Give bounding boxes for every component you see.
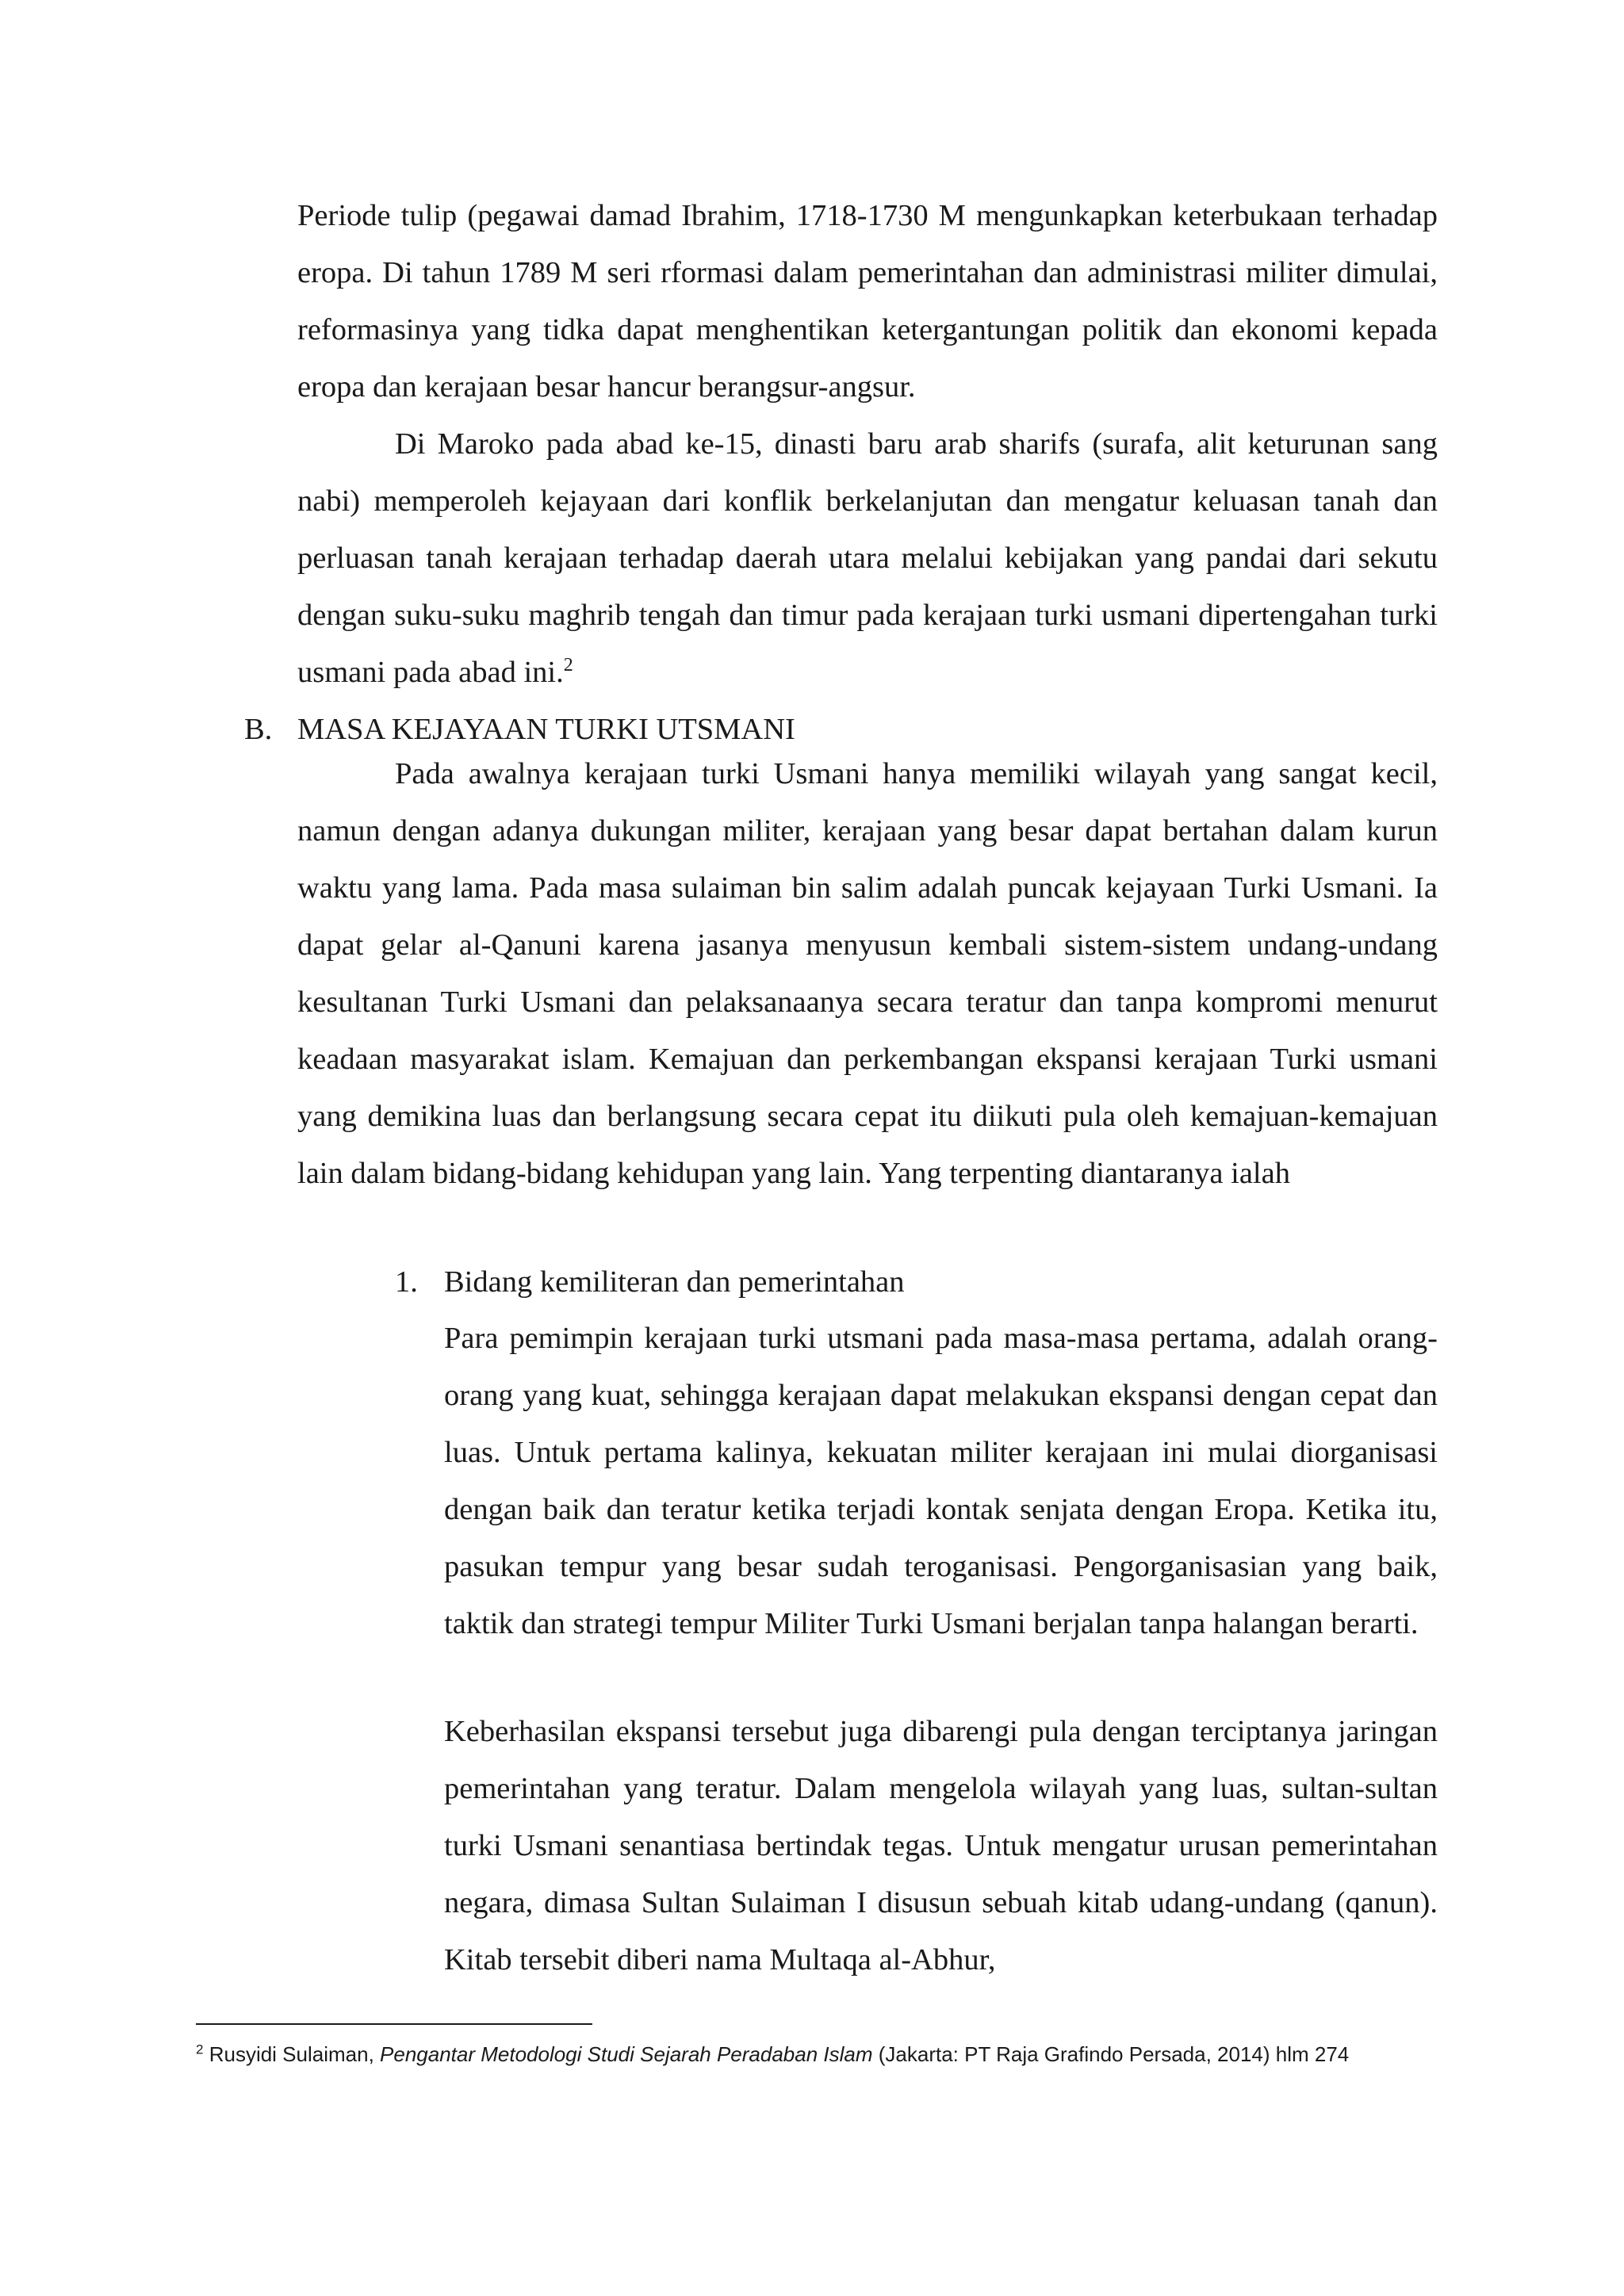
paragraph-body: Di Maroko pada abad ke-15, dinasti baru arab sharifs (surafa, alit keturunan sang nabi) memperoleh kejayaan dari konflik berkelanjutan dan mengatur keluasan tanah dan perluasan tanah kerajaan terhadap daerah utara melalui kebijakan yang pandai dari sekutu dengan suku-suku maghrib tengah dan timur pada kerajaan turki usmani dipertengahan turki usmani pada abad ini. [297, 427, 1438, 689]
list-item-title: Bidang kemiliteran dan pemerintahan [444, 1265, 905, 1299]
paragraph-text: Periode tulip (pegawai damad Ibrahim, 1718-1730 M mengunkapkan keterbukaan terhadap eropa. Di tahun 1789 M seri rformasi dalam pemerintahan dan administrasi militer dimulai, reformasinya yang tidka dapat menghentikan ketergantungan politik dan ekonomi kepada eropa dan kerajaan besar hancur berangsur-angsur. [297, 199, 1438, 404]
footnote [196, 2039, 1465, 2069]
footnote-reference[interactable]: 2 [563, 655, 573, 676]
paragraph [297, 187, 1438, 415]
paragraph [297, 745, 1438, 1202]
footnote-number: 2 [196, 2042, 204, 2057]
list-item-heading [395, 1253, 905, 1311]
section-marker: B. [244, 713, 273, 746]
footnote-author: Rusyidi Sulaiman, [209, 2042, 381, 2066]
paragraph [297, 415, 1438, 701]
paragraph-text: Pada awalnya kerajaan turki Usmani hanya memiliki wilayah yang sangat kecil, namun dengan adanya dukungan militer, kerajaan yang besar dapat bertahan dalam kurun waktu yang lama. Pada masa sulaiman bin salim adalah puncak kejayaan Turki Usmani. Ia dapat gelar al-Qanuni karena jasanya menyusun kembali sistem-sistem undang-undang kesultanan Turki Usmani dan pelaksanaanya secara teratur dan tanpa kompromi menurut keadaan masyarakat islam. Kemajuan dan perkembangan ekspansi kerajaan Turki usmani yang demikina luas dan berlangsung secara cepat itu diikuti pula oleh kemajuan-kemajuan lain dalam bidang-bidang kehidupan yang lain. Yang terpenting diantaranya ialah [297, 757, 1438, 1190]
paragraph-text: Keberhasilan ekspansi tersebut juga dibarengi pula dengan terciptanya jaringan pemerintahan yang teratur. Dalam mengelola wilayah yang luas, sultan-sultan turki Usmani senantiasa bertindak tegas. Untuk mengatur urusan pemerintahan negara, dimasa Sultan Sulaiman I disusun sebuah kitab udang-undang (qanun). Kitab tersebit diberi nama Multaqa al-Abhur, [444, 1715, 1438, 1976]
section-title: MASA KEJAYAAN TURKI UTSMANI [297, 713, 795, 746]
list-item-paragraph [444, 1310, 1438, 1652]
list-number: 1. [395, 1265, 418, 1299]
paragraph-text: Para pemimpin kerajaan turki utsmani pada masa-masa pertama, adalah orang-orang yang kuat, sehingga kerajaan dapat melakukan ekspansi dengan cepat dan luas. Untuk pertama kalinya, kekuatan militer kerajaan ini mulai diorganisasi dengan baik dan teratur ketika terjadi kontak senjata dengan Eropa. Ketika itu, pasukan tempur yang besar sudah teroganisasi. Pengorganisasian yang baik, taktik dan strategi tempur Militer Turki Usmani berjalan tanpa halangan berarti. [444, 1322, 1438, 1640]
footnote-book-title: Pengantar Metodologi Studi Sejarah Peradaban Islam [380, 2042, 873, 2066]
footnote-publication: (Jakarta: PT Raja Grafindo Persada, 2014) hlm 274 [872, 2042, 1350, 2066]
paragraph-text [297, 415, 1438, 701]
footnote-divider [196, 2023, 592, 2025]
list-item-paragraph [444, 1703, 1438, 1988]
